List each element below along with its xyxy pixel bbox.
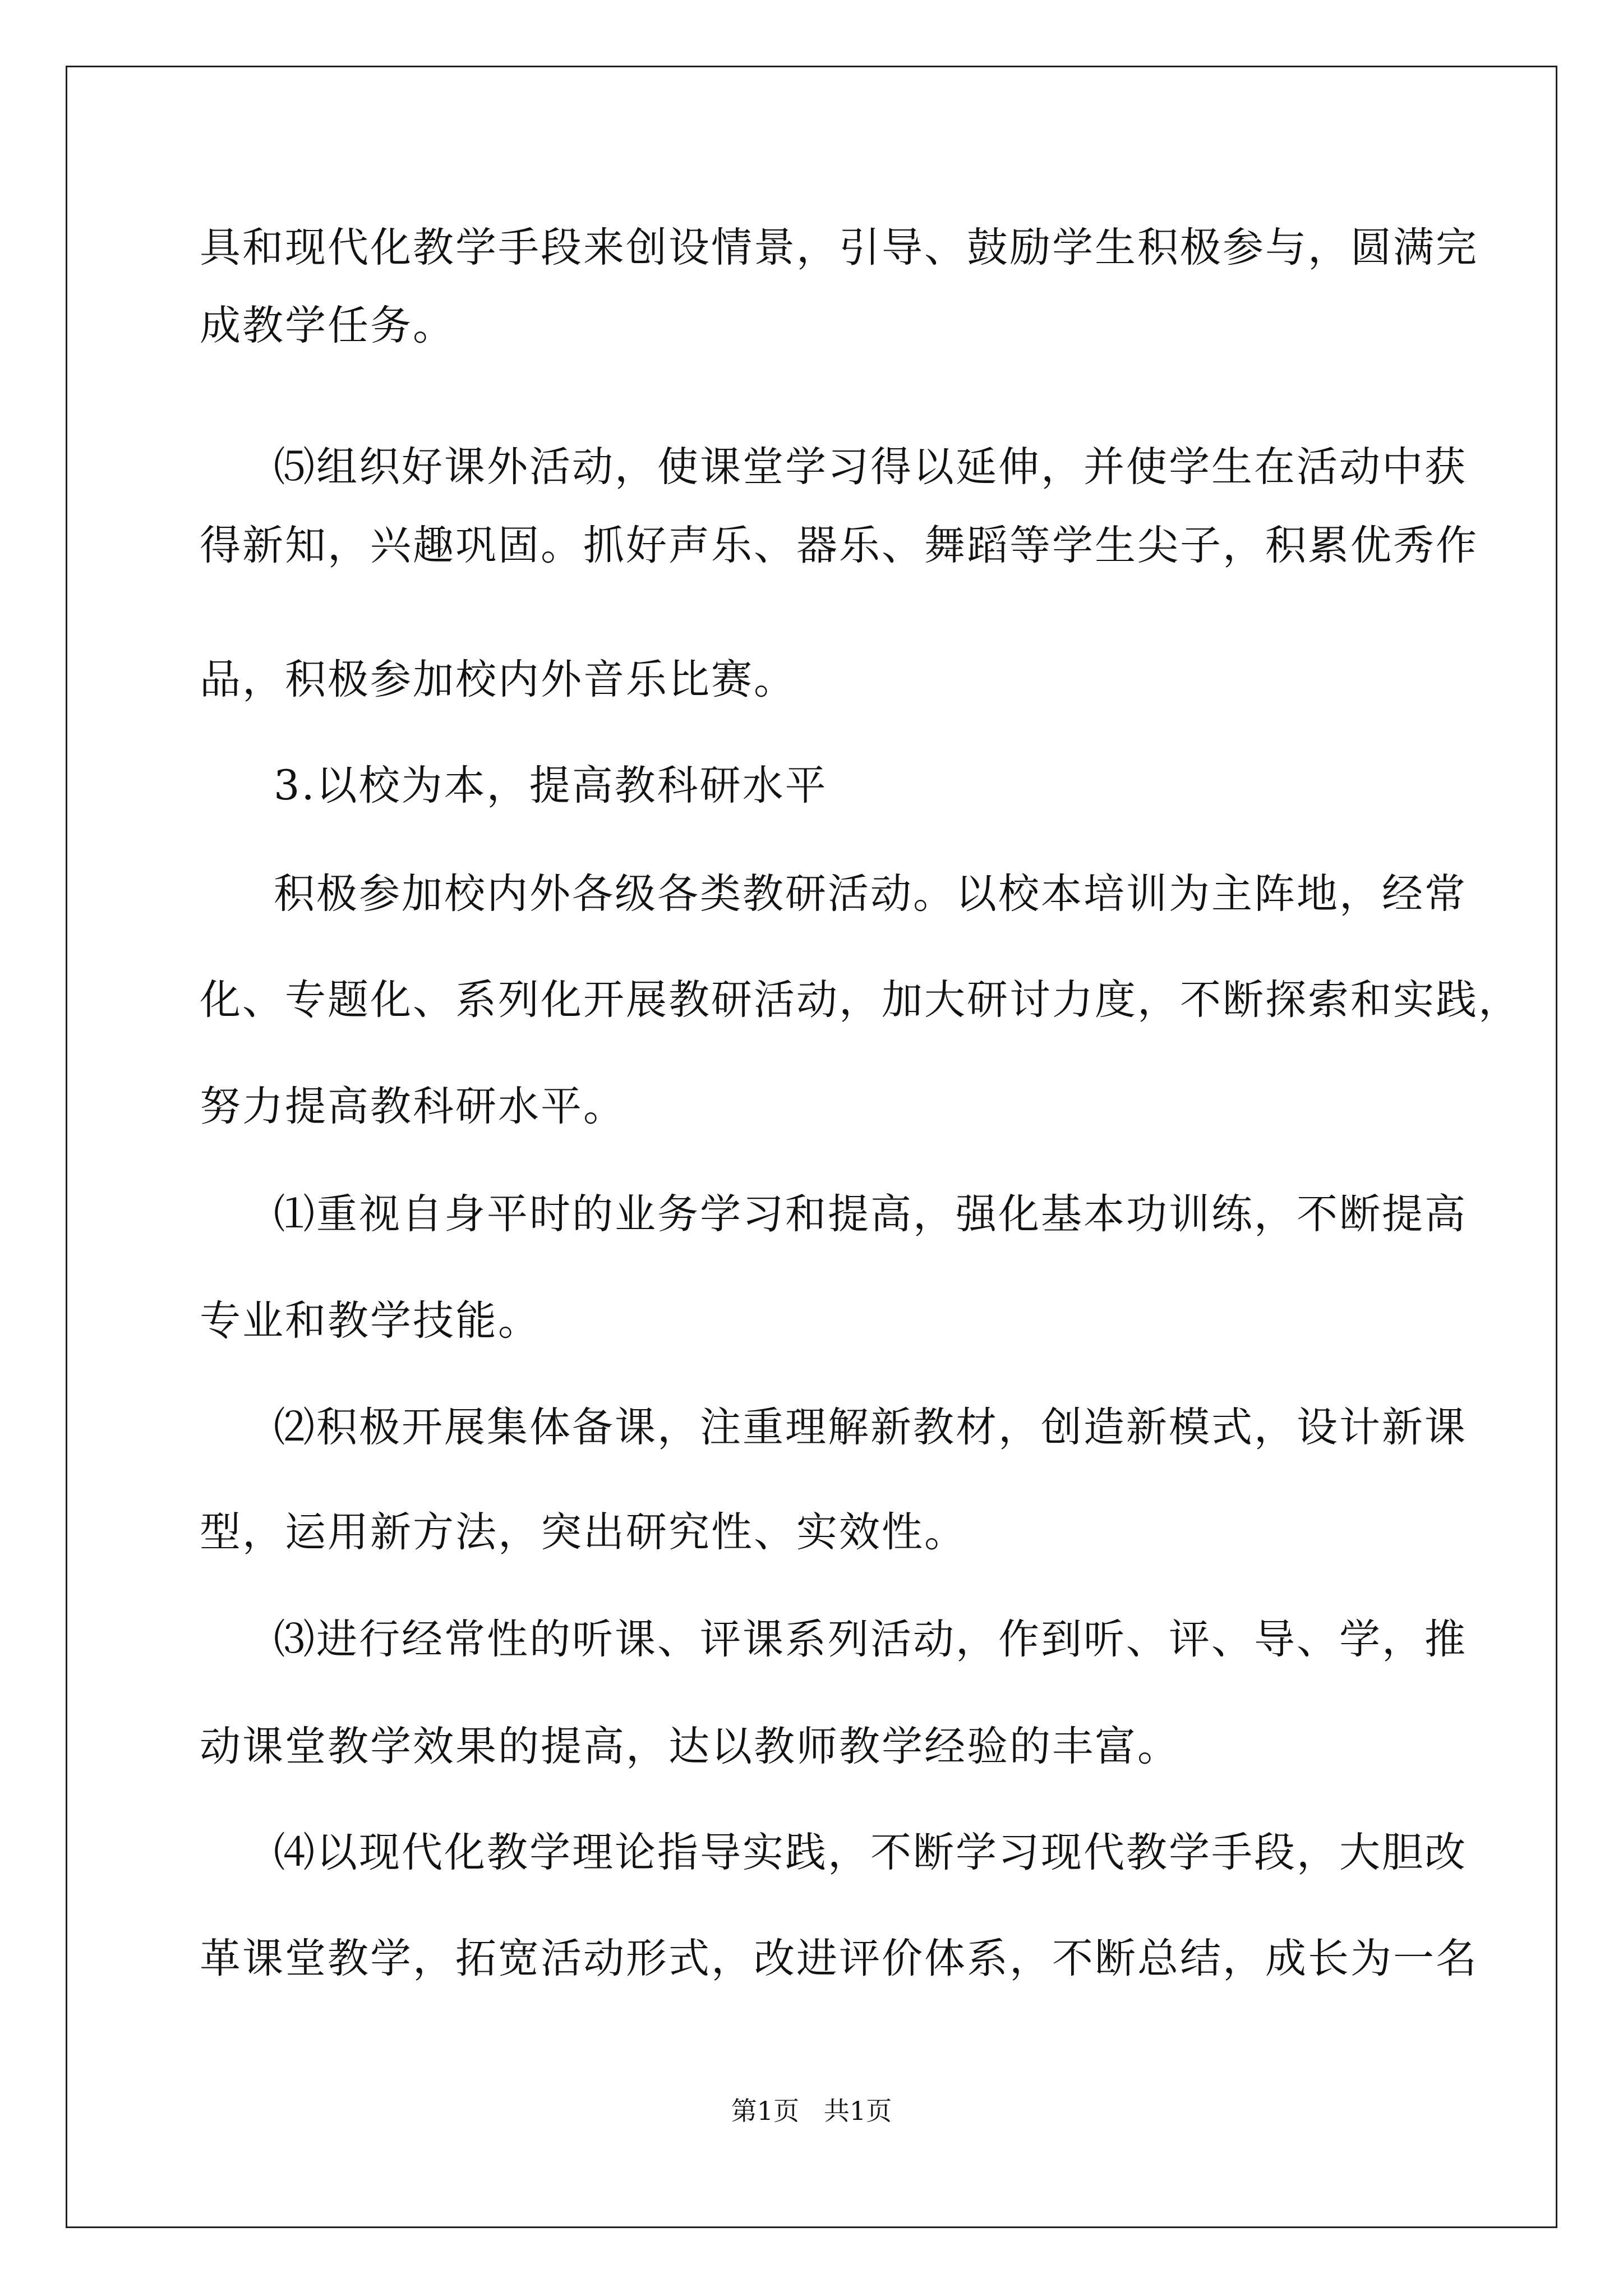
text-line: 努力提高教科研水平。 [200, 1083, 626, 1130]
page-border [66, 66, 1557, 2228]
text-line: 化、专题化、系列化开展教研活动，加大研讨力度，不断探索和实践， [200, 976, 1521, 1024]
text-line: 得新知，兴趣巩固。抓好声乐、器乐、舞蹈等学生尖子，积累优秀作 [200, 522, 1478, 569]
text-line: 品，积极参加校内外音乐比赛。 [200, 656, 796, 703]
text-line: 积极参加校内外各级各类教研活动。以校本培训为主阵地，经常 [274, 870, 1467, 918]
text-line: 成教学任务。 [200, 302, 455, 349]
paragraph-item-5-line: ⑸组织好课外活动，使课堂学习得以延伸，并使学生在活动中获 [274, 443, 1467, 491]
paragraph-item-4-line: ⑷以现代化教学理论指导实践，不断学习现代教学手段，大胆改 [274, 1829, 1467, 1876]
text-line: 动课堂教学效果的提高，达以教师教学经验的丰富。 [200, 1723, 1180, 1770]
text-line: 专业和教学技能。 [200, 1297, 541, 1345]
paragraph-item-1-line: ⑴重视自身平时的业务学习和提高，强化基本功训练，不断提高 [274, 1190, 1467, 1238]
text-line: 革课堂教学，拓宽活动形式，改进评价体系，不断总结，成长为一名 [200, 1935, 1478, 1982]
text-line: 具和现代化教学手段来创设情景，引导、鼓励学生积极参与，圆满完 [200, 224, 1478, 272]
paragraph-item-3-line: ⑶进行经常性的听课、评课系列活动，作到听、评、导、学，推 [274, 1616, 1467, 1663]
paragraph-item-2-line: ⑵积极开展集体备课，注重理解新教材，创造新模式，设计新课 [274, 1404, 1467, 1451]
page-number-footer: 第1页 共1页 [731, 2096, 892, 2126]
text-line: 型，运用新方法，突出研究性、实效性。 [200, 1508, 967, 1556]
section-heading: 3.以校为本，提高教科研水平 [274, 762, 828, 809]
